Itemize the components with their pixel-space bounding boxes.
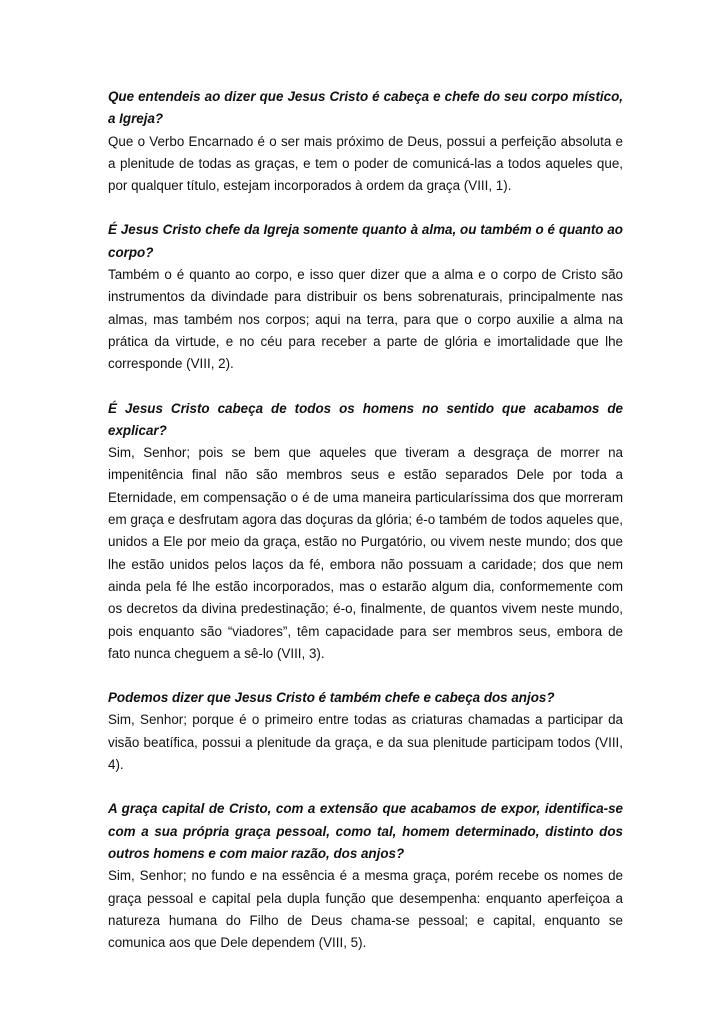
question-2: É Jesus Cristo chefe da Igreja somente quanto à alma, ou também o é quanto ao corpo? (108, 222, 623, 260)
answer-5: Sim, Senhor; no fundo e na essência é a mesma graça, porém recebe os nomes de graça pessoal e capital pela dupla função que desempenha: enquanto aperfeiçoa a natureza humana do Filho de Deus chama-se pessoal; e capital, enquanto se comunica aos que Dele dependem (VIII, 5). (108, 868, 623, 951)
qa-block-2 (108, 219, 623, 375)
qa-block-4 (108, 687, 623, 776)
qa-block-3 (108, 398, 623, 666)
answer-2: Também o é quanto ao corpo, e isso quer dizer que a alma e o corpo de Cristo são instrumentos da divindade para distribuir os bens sobrenaturais, principalmente nas almas, mas também nos corpos; aqui na terra, para que o corpo auxilie a alma na prática da virtude, e no céu para receber a parte de glória e imortalidade que lhe corresponde (VIII, 2). (108, 267, 623, 372)
answer-1: Que o Verbo Encarnado é o ser mais próximo de Deus, possui a perfeição absoluta e a plenitude de todas as graças, e tem o poder de comunicá-las a todos aqueles que, por qualquer título, estejam incorporados à ordem da graça (VIII, 1). (108, 133, 623, 194)
qa-block-5 (108, 798, 623, 954)
answer-4: Sim, Senhor; porque é o primeiro entre todas as criaturas chamadas a participar da visão beatífica, possui a plenitude da graça, e da sua plenitude participam todos (VIII, 4). (108, 712, 623, 773)
question-3: É Jesus Cristo cabeça de todos os homens no sentido que acabamos de explicar? (108, 400, 623, 438)
answer-3: Sim, Senhor; pois se bem que aqueles que tiveram a desgraça de morrer na impenitência final não são membros seus e estão separados Dele por toda a Eternidade, em compensação o é de uma maneira particularíssima dos que morreram em graça e desfrutam agora das doçuras da glória; é-o também de todos aqueles que, unidos a Ele por meio da graça, estão no Purgatório, ou vivem neste mundo; dos que lhe estão unidos pelos laços da fé, embora não possuam a caridade; dos que nem ainda pela fé lhe estão incorporados, mas o estarão algum dia, conformemente com os decretos da divina predestinação; é-o, finalmente, de quantos vivem neste mundo, pois enquanto são “viadores”, têm capacidade para ser membros seus, embora de fato nunca cheguem a sê-lo (VIII, 3). (108, 445, 623, 661)
question-5: A graça capital de Cristo, com a extensão que acabamos de expor, identifica-se com a sua própria graça pessoal, como tal, homem determinado, distinto dos outros homens e com maior razão, dos anjos? (108, 801, 623, 861)
question-1: Que entendeis ao dizer que Jesus Cristo é cabeça e chefe do seu corpo místico, a Igreja? (108, 89, 623, 127)
qa-block-1 (108, 86, 623, 197)
document-page (108, 86, 623, 976)
question-4: Podemos dizer que Jesus Cristo é também chefe e cabeça dos anjos? (108, 690, 555, 706)
